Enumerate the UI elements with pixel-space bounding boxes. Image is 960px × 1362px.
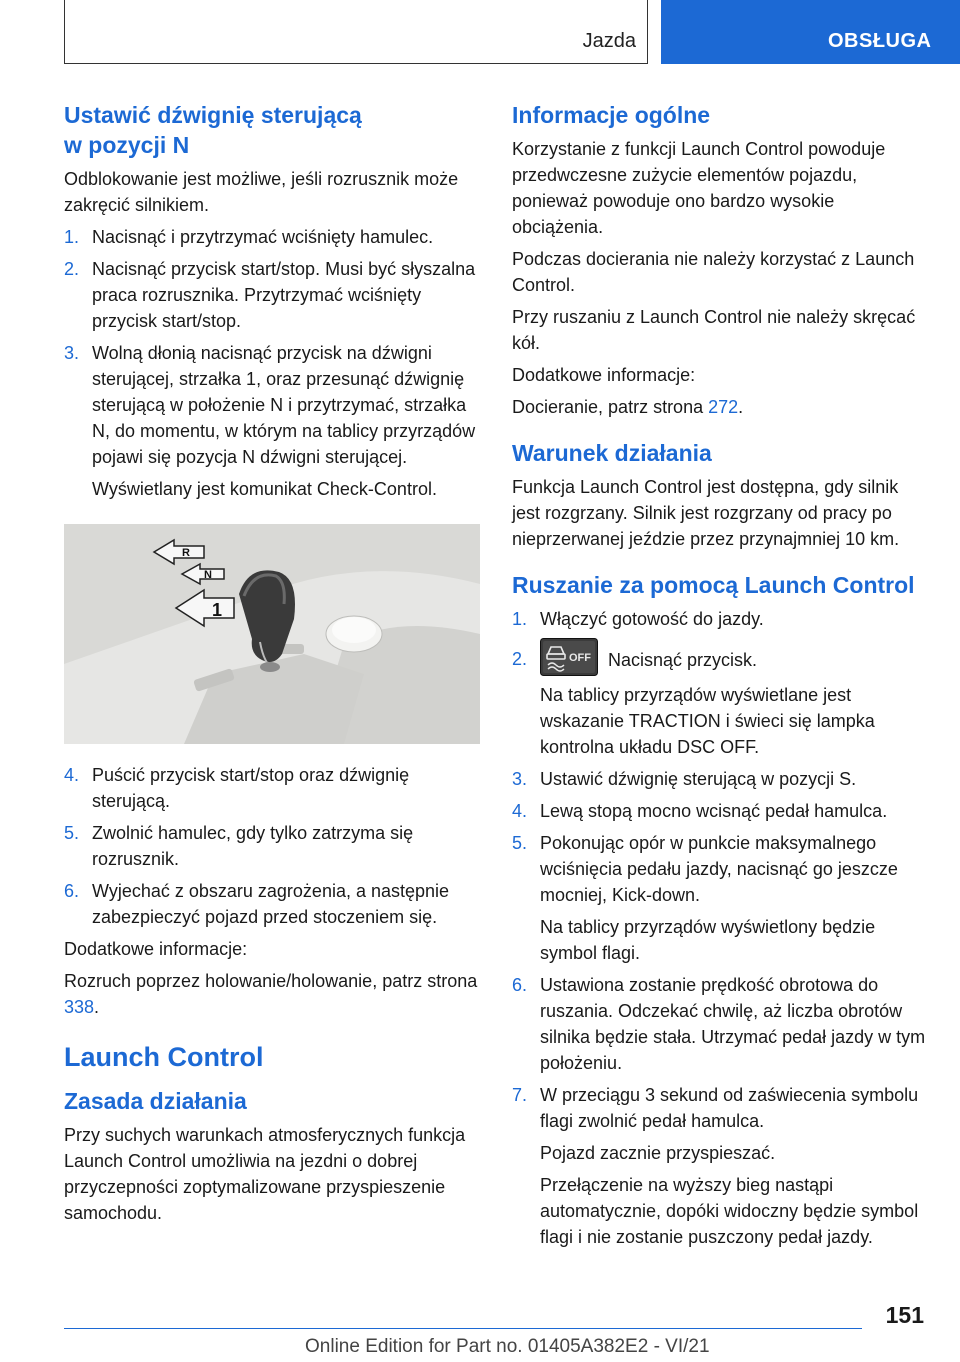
- general-text-3: Przy ruszaniu z Launch Control nie należy skręcać kół.: [512, 307, 916, 353]
- launch-control-heading: Launch Control: [64, 1042, 264, 1072]
- dsc-off-label: OFF: [569, 652, 591, 664]
- list-item: 6. Ustawiona zostanie prędkość obrotowa do ruszania. Odczekać chwilę, aż liczba obrotów silnika będzie stała. Utrzymać pedał jazdy w tym położeniu.: [512, 975, 926, 1073]
- edition-note: Online Edition for Part no. 01405A382E2 - VI/21: [305, 1336, 710, 1357]
- list-item: 4. Lewą stopą mocno wcisnąć pedał hamulca.: [512, 801, 888, 821]
- principle-heading: Zasada działania: [64, 1088, 247, 1114]
- extra-info-label: Dodatkowe informacje:: [512, 365, 696, 385]
- step-note: Wyświetlany jest komunikat Check-Control.: [92, 479, 437, 499]
- list-item: 3. Ustawić dźwignię sterującą w pozycji S.: [512, 769, 857, 789]
- general-text-1: Korzystanie z funkcji Launch Control powoduje przedwczesne zużycie elementów pojazdu, ponieważ powoduje ono bardzo wysokie obciążenia.: [512, 139, 886, 237]
- step-note: Przełączenie na wyższy bieg nastąpi automatycznie, dopóki widoczny będzie symbol flagi i nie zostanie puszczony pedał jazdy.: [540, 1175, 919, 1247]
- dsc-off-button-icon: [540, 638, 598, 676]
- principle-text: Przy suchych warunkach atmosferycznych funkcja Launch Control umożliwia na jezdni o dobrej przyczepności zoptymalizowane przyspieszenie samochodu.: [64, 1125, 466, 1223]
- neutral-steps-a: [64, 224, 480, 502]
- general-text-2: Podczas docierania nie należy korzystać z Launch Control.: [512, 249, 915, 295]
- list-item: 2. OFF Nacisnąć przycisk. Na tablicy przyrządów wyświetlane jest wskazanie TRACTION i świeci się lampka kontrolna układu DSC OFF.: [512, 646, 928, 760]
- step-note: Na tablicy przyrządów wyświetlony będzie symbol flagi.: [540, 917, 876, 963]
- neutral-heading: Ustawić dźwignię sterującą w pozycji N: [64, 102, 362, 158]
- page-link[interactable]: 272: [708, 397, 739, 417]
- footer-divider: [64, 1328, 862, 1329]
- list-item: 5. Pokonując opór w punkcie maksymalnego wciśnięcia pedału jazdy, nacisnąć go jeszcze mocniej, Kick-down. Na tablicy przyrządów wyświetlony będzie symbol flagi.: [512, 830, 928, 966]
- list-item: 6. Wyjechać z obszaru zagrożenia, a następnie zabezpieczyć pojazd przed stoczeniem się.: [64, 881, 450, 927]
- list-item: 5. Zwolnić hamulec, gdy tylko zatrzyma się rozrusznik.: [64, 823, 414, 869]
- extra-info-text: Rozruch poprzez holowanie/holowanie, patrz strona 338.: [64, 971, 478, 1017]
- list-item: 4. Puścić przycisk start/stop oraz dźwignię sterującą.: [64, 765, 410, 811]
- list-item: 2. Nacisnąć przycisk start/stop. Musi być słyszalna praca rozrusznika. Przytrzymać wciśnięty przycisk start/stop.: [64, 259, 476, 331]
- left-column: [64, 100, 480, 1232]
- header-frame: [64, 0, 648, 64]
- section-title: Jazda: [582, 30, 636, 52]
- page-number: 151: [885, 1302, 924, 1328]
- arrow-label-n: N: [204, 569, 212, 581]
- list-item: 3. Wolną dłonią nacisnąć przycisk na dźwigni sterującej, strzałka 1, oraz przesunąć dźwignię sterującą w położenie N i przytrzymać, strzałka N, do momentu, w którym na tablicy przyrządów pojawi się pozycja N dźwigni sterującej. Wyświetlany jest komunikat Check-Control.: [64, 340, 480, 502]
- list-item: 7. W przeciągu 3 sekund od zaświecenia symbolu flagi zwolnić pedał hamulca. Pojazd zacznie przyspieszać. Przełączenie na wyższy bieg nastąpi automatycznie, dopóki widoczny będzie symbol flagi i nie zostanie puszczony pedał jazdy.: [512, 1082, 928, 1250]
- list-item: 1. Nacisnąć i przytrzymać wciśnięty hamulec.: [64, 227, 434, 247]
- list-item: 1. Włączyć gotowość do jazdy.: [512, 609, 764, 629]
- arrow-label-r: R: [182, 547, 190, 559]
- neutral-steps-b: [64, 762, 480, 930]
- neutral-intro: Odblokowanie jest możliwe, jeśli rozrusznik może zakręcić silnikiem.: [64, 169, 459, 215]
- gear-selector-photo: [64, 524, 480, 744]
- right-column: [512, 100, 928, 1256]
- page-link[interactable]: 338: [64, 997, 95, 1017]
- extra-info-label: Dodatkowe informacje:: [64, 939, 248, 959]
- start-steps: [512, 606, 928, 1250]
- chapter-tab-label: OBSŁUGA: [828, 30, 932, 52]
- step-note: Na tablicy przyrządów wyświetlane jest wskazanie TRACTION i świeci się lampka kontrolna układu DSC OFF.: [540, 685, 875, 757]
- start-heading: Ruszanie za pomocą Launch Control: [512, 572, 915, 598]
- general-heading: Informacje ogólne: [512, 102, 711, 128]
- condition-heading: Warunek działania: [512, 440, 712, 466]
- condition-text: Funkcja Launch Control jest dostępna, gdy silnik jest rozgrzany. Silnik jest rozgrzany od pracy po nieprzerwanej jeździe przez przynajmniej 10 km.: [512, 477, 900, 549]
- step-note: Pojazd zacznie przyspieszać.: [540, 1143, 776, 1163]
- arrow-label-1: 1: [212, 600, 223, 620]
- chapter-tab[interactable]: [661, 0, 960, 64]
- extra-info-text: Docieranie, patrz strona 272.: [512, 397, 744, 417]
